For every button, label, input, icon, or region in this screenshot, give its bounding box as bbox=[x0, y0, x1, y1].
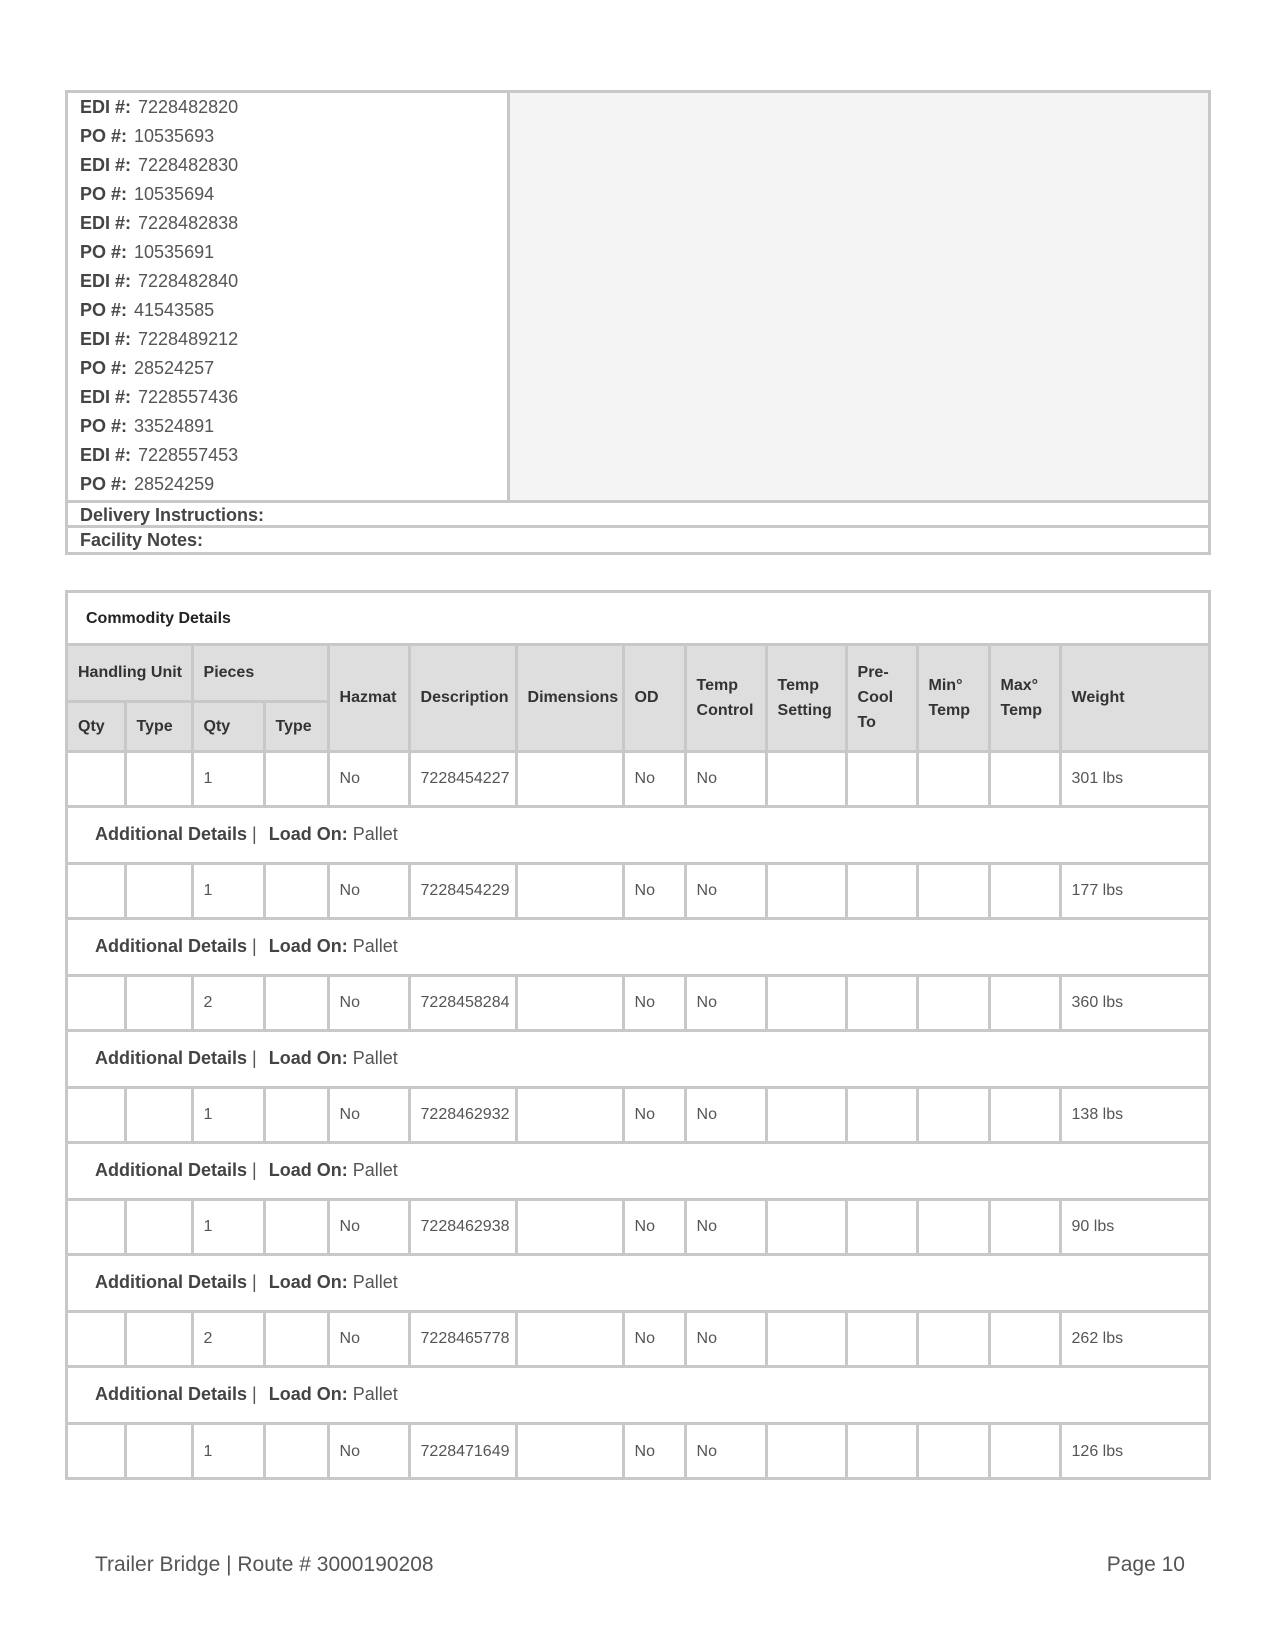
cell-od: No bbox=[623, 863, 685, 918]
cell-dimensions bbox=[516, 1199, 623, 1254]
cell-min-temp bbox=[917, 1087, 989, 1142]
cell-od: No bbox=[623, 1087, 685, 1142]
reference-value: 28524257 bbox=[134, 358, 215, 378]
cell-pre-cool-to bbox=[846, 863, 917, 918]
cell-od: No bbox=[623, 1199, 685, 1254]
cell-hazmat: No bbox=[328, 1087, 409, 1142]
cell-temp-control: No bbox=[685, 1199, 766, 1254]
cell-hu-type bbox=[125, 863, 192, 918]
cell-weight: 177 lbs bbox=[1060, 863, 1208, 918]
cell-pieces-qty: 1 bbox=[192, 863, 264, 918]
separator: | bbox=[252, 1048, 257, 1068]
reference-label: PO #: bbox=[80, 184, 128, 204]
separator: | bbox=[252, 1160, 257, 1180]
cell-pre-cool-to bbox=[846, 975, 917, 1030]
commodity-row bbox=[68, 1087, 1208, 1142]
additional-details-cell bbox=[68, 1030, 1208, 1087]
cell-max-temp bbox=[989, 1199, 1060, 1254]
cell-od: No bbox=[623, 751, 685, 806]
cell-hu-type bbox=[125, 1199, 192, 1254]
reference-line bbox=[68, 93, 507, 122]
additional-details-row bbox=[68, 918, 1208, 975]
cell-hu-type bbox=[125, 1087, 192, 1142]
reference-list bbox=[68, 93, 510, 500]
cell-hazmat: No bbox=[328, 863, 409, 918]
cell-max-temp bbox=[989, 1087, 1060, 1142]
load-on-value: Pallet bbox=[352, 1160, 398, 1180]
reference-label: PO #: bbox=[80, 474, 128, 494]
reference-line bbox=[68, 180, 507, 209]
cell-dimensions bbox=[516, 863, 623, 918]
separator: | bbox=[252, 1272, 257, 1292]
cell-temp-setting bbox=[766, 1423, 846, 1478]
cell-temp-control: No bbox=[685, 975, 766, 1030]
separator: | bbox=[252, 824, 257, 844]
load-on-value: Pallet bbox=[352, 1384, 398, 1404]
cell-max-temp bbox=[989, 1423, 1060, 1478]
commodity-details-box bbox=[65, 590, 1211, 1480]
cell-hu-qty bbox=[68, 1311, 125, 1366]
load-on-value: Pallet bbox=[352, 824, 398, 844]
reference-value: 7228489212 bbox=[138, 329, 239, 349]
additional-details-cell bbox=[68, 1142, 1208, 1199]
cell-min-temp bbox=[917, 1423, 989, 1478]
header-temp-setting: Temp Setting bbox=[766, 646, 846, 751]
cell-pre-cool-to bbox=[846, 1087, 917, 1142]
cell-temp-setting bbox=[766, 975, 846, 1030]
reference-label: PO #: bbox=[80, 242, 128, 262]
commodity-row bbox=[68, 751, 1208, 806]
commodity-table bbox=[68, 646, 1208, 1478]
additional-details-label: Additional Details bbox=[95, 1384, 248, 1404]
header-pieces-type: Type bbox=[264, 701, 328, 751]
reference-line bbox=[68, 209, 507, 238]
cell-description: 7228462938 bbox=[409, 1199, 516, 1254]
additional-details-row bbox=[68, 806, 1208, 863]
cell-temp-control: No bbox=[685, 1311, 766, 1366]
additional-details-label: Additional Details bbox=[95, 1272, 248, 1292]
cell-description: 7228454227 bbox=[409, 751, 516, 806]
reference-line bbox=[68, 470, 507, 499]
reference-value: 28524259 bbox=[134, 474, 215, 494]
reference-value: 7228482838 bbox=[138, 213, 239, 233]
cell-pre-cool-to bbox=[846, 1311, 917, 1366]
load-on-label: Load On: bbox=[268, 1048, 348, 1068]
reference-label: EDI #: bbox=[80, 445, 132, 465]
cell-pieces-qty: 1 bbox=[192, 1087, 264, 1142]
load-on-label: Load On: bbox=[268, 1272, 348, 1292]
reference-label: PO #: bbox=[80, 300, 128, 320]
cell-dimensions bbox=[516, 1087, 623, 1142]
additional-details-row bbox=[68, 1142, 1208, 1199]
load-on-value: Pallet bbox=[352, 936, 398, 956]
commodity-row bbox=[68, 1311, 1208, 1366]
cell-temp-setting bbox=[766, 1311, 846, 1366]
header-hu-type: Type bbox=[125, 701, 192, 751]
header-hu-qty: Qty bbox=[68, 701, 125, 751]
cell-hu-qty bbox=[68, 975, 125, 1030]
cell-weight: 301 lbs bbox=[1060, 751, 1208, 806]
cell-max-temp bbox=[989, 1311, 1060, 1366]
header-pieces-qty: Qty bbox=[192, 701, 264, 751]
cell-hazmat: No bbox=[328, 975, 409, 1030]
cell-hazmat: No bbox=[328, 1423, 409, 1478]
commodity-row bbox=[68, 1423, 1208, 1478]
commodity-row bbox=[68, 975, 1208, 1030]
cell-temp-setting bbox=[766, 863, 846, 918]
reference-value: 10535694 bbox=[134, 184, 215, 204]
cell-weight: 90 lbs bbox=[1060, 1199, 1208, 1254]
cell-min-temp bbox=[917, 751, 989, 806]
cell-description: 7228462932 bbox=[409, 1087, 516, 1142]
cell-hu-type bbox=[125, 975, 192, 1030]
cell-od: No bbox=[623, 1311, 685, 1366]
reference-line bbox=[68, 238, 507, 267]
load-on-value: Pallet bbox=[352, 1048, 398, 1068]
additional-details-label: Additional Details bbox=[95, 1048, 248, 1068]
cell-pre-cool-to bbox=[846, 1199, 917, 1254]
reference-label: EDI #: bbox=[80, 271, 132, 291]
load-on-label: Load On: bbox=[268, 1160, 348, 1180]
facility-notes-label: Facility Notes: bbox=[68, 525, 1208, 553]
cell-temp-control: No bbox=[685, 1087, 766, 1142]
cell-hu-qty bbox=[68, 1199, 125, 1254]
cell-temp-setting bbox=[766, 1199, 846, 1254]
cell-od: No bbox=[623, 1423, 685, 1478]
reference-label: EDI #: bbox=[80, 387, 132, 407]
cell-pieces-qty: 2 bbox=[192, 1311, 264, 1366]
header-pre-cool-to: Pre-Cool To bbox=[846, 646, 917, 751]
cell-pre-cool-to bbox=[846, 1423, 917, 1478]
cell-weight: 126 lbs bbox=[1060, 1423, 1208, 1478]
reference-numbers-box bbox=[65, 90, 1211, 555]
footer-page-number: Page 10 bbox=[1106, 1553, 1185, 1576]
reference-line bbox=[68, 296, 507, 325]
reference-value: 7228482830 bbox=[138, 155, 239, 175]
additional-details-cell bbox=[68, 918, 1208, 975]
header-dimensions: Dimensions bbox=[516, 646, 623, 751]
cell-dimensions bbox=[516, 751, 623, 806]
reference-label: EDI #: bbox=[80, 97, 132, 117]
reference-label: PO #: bbox=[80, 416, 128, 436]
cell-pieces-qty: 1 bbox=[192, 751, 264, 806]
cell-min-temp bbox=[917, 1199, 989, 1254]
cell-pieces-type bbox=[264, 975, 328, 1030]
cell-hu-qty bbox=[68, 1423, 125, 1478]
footer-route: Trailer Bridge | Route # 3000190208 bbox=[95, 1553, 434, 1576]
cell-hu-type bbox=[125, 1311, 192, 1366]
reference-value: 10535693 bbox=[134, 126, 215, 146]
load-on-label: Load On: bbox=[268, 824, 348, 844]
reference-label: PO #: bbox=[80, 126, 128, 146]
additional-details-cell bbox=[68, 1366, 1208, 1423]
reference-line bbox=[68, 325, 507, 354]
reference-blank-panel bbox=[510, 93, 1208, 500]
cell-description: 7228471649 bbox=[409, 1423, 516, 1478]
cell-description: 7228465778 bbox=[409, 1311, 516, 1366]
header-pieces: Pieces bbox=[192, 646, 328, 701]
header-description: Description bbox=[409, 646, 516, 751]
reference-line bbox=[68, 122, 507, 151]
cell-pieces-qty: 1 bbox=[192, 1199, 264, 1254]
additional-details-label: Additional Details bbox=[95, 1160, 248, 1180]
cell-pieces-type bbox=[264, 1311, 328, 1366]
cell-min-temp bbox=[917, 863, 989, 918]
reference-line bbox=[68, 151, 507, 180]
reference-line bbox=[68, 267, 507, 296]
reference-value: 7228482820 bbox=[138, 97, 239, 117]
cell-temp-control: No bbox=[685, 1423, 766, 1478]
cell-hazmat: No bbox=[328, 1199, 409, 1254]
reference-value: 7228557436 bbox=[138, 387, 239, 407]
load-on-label: Load On: bbox=[268, 1384, 348, 1404]
additional-details-label: Additional Details bbox=[95, 936, 248, 956]
reference-line bbox=[68, 354, 507, 383]
additional-details-cell bbox=[68, 1254, 1208, 1311]
cell-weight: 138 lbs bbox=[1060, 1087, 1208, 1142]
cell-max-temp bbox=[989, 863, 1060, 918]
cell-temp-control: No bbox=[685, 751, 766, 806]
reference-value: 10535691 bbox=[134, 242, 215, 262]
cell-pieces-qty: 1 bbox=[192, 1423, 264, 1478]
header-hazmat: Hazmat bbox=[328, 646, 409, 751]
reference-label: EDI #: bbox=[80, 213, 132, 233]
cell-hu-qty bbox=[68, 1087, 125, 1142]
cell-pieces-type bbox=[264, 1199, 328, 1254]
reference-value: 7228557453 bbox=[138, 445, 239, 465]
cell-hazmat: No bbox=[328, 1311, 409, 1366]
commodity-row bbox=[68, 1199, 1208, 1254]
cell-weight: 262 lbs bbox=[1060, 1311, 1208, 1366]
cell-description: 7228458284 bbox=[409, 975, 516, 1030]
reference-value: 33524891 bbox=[134, 416, 215, 436]
cell-temp-setting bbox=[766, 751, 846, 806]
cell-temp-control: No bbox=[685, 863, 766, 918]
additional-details-row bbox=[68, 1366, 1208, 1423]
additional-details-row bbox=[68, 1030, 1208, 1087]
additional-details-row bbox=[68, 1254, 1208, 1311]
cell-pieces-type bbox=[264, 751, 328, 806]
cell-description: 7228454229 bbox=[409, 863, 516, 918]
cell-pieces-type bbox=[264, 863, 328, 918]
reference-value: 7228482840 bbox=[138, 271, 239, 291]
cell-min-temp bbox=[917, 1311, 989, 1366]
additional-details-cell bbox=[68, 806, 1208, 863]
cell-pre-cool-to bbox=[846, 751, 917, 806]
header-weight: Weight bbox=[1060, 646, 1208, 751]
reference-line bbox=[68, 441, 507, 470]
load-on-value: Pallet bbox=[352, 1272, 398, 1292]
cell-max-temp bbox=[989, 751, 1060, 806]
cell-dimensions bbox=[516, 1311, 623, 1366]
cell-pieces-qty: 2 bbox=[192, 975, 264, 1030]
cell-dimensions bbox=[516, 1423, 623, 1478]
reference-label: PO #: bbox=[80, 358, 128, 378]
cell-min-temp bbox=[917, 975, 989, 1030]
additional-details-label: Additional Details bbox=[95, 824, 248, 844]
cell-hu-type bbox=[125, 751, 192, 806]
separator: | bbox=[252, 936, 257, 956]
reference-label: EDI #: bbox=[80, 329, 132, 349]
reference-label: EDI #: bbox=[80, 155, 132, 175]
load-on-label: Load On: bbox=[268, 936, 348, 956]
reference-line bbox=[68, 383, 507, 412]
commodity-details-title: Commodity Details bbox=[68, 593, 1208, 646]
cell-hazmat: No bbox=[328, 751, 409, 806]
cell-od: No bbox=[623, 975, 685, 1030]
header-min-temp: Min° Temp bbox=[917, 646, 989, 751]
cell-max-temp bbox=[989, 975, 1060, 1030]
cell-temp-setting bbox=[766, 1087, 846, 1142]
cell-dimensions bbox=[516, 975, 623, 1030]
cell-hu-qty bbox=[68, 751, 125, 806]
cell-weight: 360 lbs bbox=[1060, 975, 1208, 1030]
header-handling-unit: Handling Unit bbox=[68, 646, 192, 701]
header-max-temp: Max° Temp bbox=[989, 646, 1060, 751]
header-od: OD bbox=[623, 646, 685, 751]
commodity-row bbox=[68, 863, 1208, 918]
cell-pieces-type bbox=[264, 1087, 328, 1142]
cell-pieces-type bbox=[264, 1423, 328, 1478]
reference-value: 41543585 bbox=[134, 300, 215, 320]
delivery-instructions-label: Delivery Instructions: bbox=[68, 500, 1208, 528]
reference-line bbox=[68, 412, 507, 441]
cell-hu-type bbox=[125, 1423, 192, 1478]
header-temp-control: Temp Control bbox=[685, 646, 766, 751]
separator: | bbox=[252, 1384, 257, 1404]
cell-hu-qty bbox=[68, 863, 125, 918]
